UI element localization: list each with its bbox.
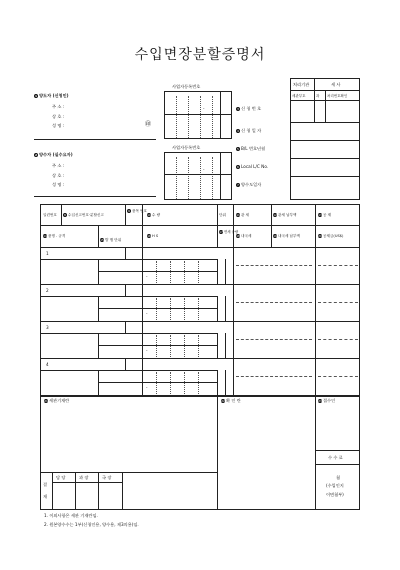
table-line (315, 396, 316, 510)
table-line (125, 247, 126, 259)
col-declaration-no: 8 수입신고번호·분할신고 (64, 213, 104, 217)
hs-divider (198, 335, 199, 357)
table-line (98, 308, 217, 309)
stamp-sub1: (수입인지 (326, 483, 344, 488)
table-line (225, 259, 226, 284)
field-application-no: 3 신 청 번 호 (237, 106, 262, 111)
regno-divider (188, 96, 189, 138)
table-line (290, 158, 360, 159)
table-line (98, 472, 99, 510)
table-line (142, 358, 143, 370)
hs-dash: - (146, 311, 148, 316)
table-line (225, 370, 226, 395)
customs-code-label: 세관부호 (292, 94, 306, 98)
table-line (225, 333, 226, 358)
regno-divider (200, 157, 201, 199)
process-no-label: 처리번호확인 (327, 94, 348, 98)
seller-label: 1 양도자 (신청인) (34, 93, 69, 98)
hs-dash: - (146, 274, 148, 279)
table-line (125, 358, 126, 370)
hs-divider (198, 261, 199, 283)
hs-divider (156, 261, 157, 283)
hs-divider (170, 298, 171, 320)
signer-1: 담 당 (56, 475, 66, 480)
col-serial: 일련번호 (43, 213, 57, 217)
table-line (315, 450, 360, 451)
col-exempt-weight: 17면세 중량 (219, 230, 239, 234)
table-line (75, 472, 76, 510)
buyer-name-label: 성 명 : (52, 182, 65, 187)
table-line (98, 370, 99, 395)
table-line (40, 259, 217, 260)
table-line (98, 333, 99, 358)
approval-label-1: 결 (43, 482, 48, 487)
table-line (142, 333, 143, 358)
signer-2: 과 장 (79, 475, 89, 480)
page-title: 수입면장분할증명서 (134, 47, 266, 63)
regno-divider (176, 157, 177, 199)
table-line (40, 321, 360, 322)
col-item-no: 9 품목 번호 (128, 209, 148, 213)
table-line (142, 321, 143, 333)
tax-dashed-line (236, 376, 312, 377)
stamp-label: 첨 (336, 475, 341, 480)
table-line (40, 284, 360, 285)
table-line (98, 225, 99, 247)
seal-mark: ㊞ (145, 121, 152, 128)
row-number: 3 (46, 325, 49, 330)
table-line (98, 271, 217, 272)
table-line (40, 472, 217, 473)
hs-divider (184, 261, 185, 283)
buyer-address-label: 주 소 : (52, 163, 65, 168)
regno-divider (212, 96, 213, 138)
table-line (98, 345, 217, 346)
tax-dashed-line (236, 265, 312, 266)
col-unit: 단위 (219, 213, 226, 217)
agency-label: 처리기관 (293, 82, 310, 87)
col-description: 14품명 . 규격 (43, 234, 66, 238)
hs-divider (184, 298, 185, 320)
table-line (125, 284, 126, 296)
col-issue-unit: 15발 행 단위 (100, 238, 122, 242)
hs-dash: - (146, 348, 148, 353)
table-line (314, 78, 315, 122)
table-line (52, 482, 122, 483)
hs-divider (198, 372, 199, 394)
tax-dashed-line (236, 339, 312, 340)
regno-dash: - (203, 167, 205, 172)
regno-mid-line (164, 174, 232, 175)
seller-name-label: 성 명 : (52, 123, 65, 128)
table-line (271, 204, 272, 247)
regno-divider (212, 157, 213, 199)
table-line (225, 296, 226, 321)
table-line (217, 296, 218, 321)
table-line (40, 370, 217, 371)
regno-dash: - (203, 106, 205, 111)
table-line (142, 225, 143, 247)
row-number: 1 (46, 251, 49, 256)
table-line (61, 204, 62, 225)
regno-label-bottom: 사업자등록번호 (172, 145, 201, 150)
table-line (142, 370, 143, 395)
table-line (125, 204, 126, 225)
regno-box-top (164, 91, 232, 139)
table-line (142, 296, 143, 321)
signer-3: 국 장 (102, 475, 112, 480)
buyer-underline (34, 196, 156, 197)
table-line (98, 259, 99, 284)
buyer-label: 2 양수자 (실수요자) (34, 152, 73, 157)
table-line (290, 140, 360, 141)
col-internal-tax-paid: 19내국세 납부액 (273, 234, 300, 238)
row-number: 4 (46, 362, 49, 367)
regno-mid-line (164, 114, 232, 115)
table-line (122, 472, 123, 510)
table-line (217, 333, 218, 358)
fee-label: 수 수 료 (328, 455, 343, 460)
seller-company-label: 상 호 : (52, 114, 65, 119)
table-line (98, 382, 217, 383)
tax-label: 세 사 (331, 82, 341, 87)
table-line (142, 284, 143, 296)
table-line (217, 204, 218, 247)
buyer-company-label: 상 호 : (52, 173, 65, 178)
regno-label-top: 사업자등록번호 (172, 84, 201, 89)
col-deduction: 13공 제 (318, 213, 332, 217)
hs-dash: - (146, 385, 148, 390)
regno-divider (220, 91, 221, 139)
col-hs: 16H S (147, 234, 159, 238)
customs-remarks-label: 21세관기재란 (44, 398, 70, 403)
table-line (217, 259, 218, 284)
table-line (98, 296, 99, 321)
stamp-sub2: 이면첨부) (326, 492, 344, 497)
hs-divider (170, 372, 171, 394)
regno-box-bottom (164, 152, 232, 200)
table-line (142, 247, 143, 259)
seller-address-label: 주 소 : (52, 104, 65, 109)
receipt-label: 23접수인 (318, 398, 336, 403)
field-local-lc: 6 Local L/C No. (237, 164, 269, 169)
table-line (125, 321, 126, 333)
regno-divider (176, 96, 177, 138)
regno-divider (200, 96, 201, 138)
approval-label-2: 재 (43, 494, 48, 499)
field-application-date: 4 신 청 일 자 (237, 128, 262, 133)
table-line (325, 90, 326, 122)
col-quantity: 10수 량 (147, 213, 161, 217)
table-line (290, 176, 360, 177)
col-duty-paid: 12관세 납부액 (273, 213, 297, 217)
deduction-dashed-line (318, 265, 358, 266)
deduction-dashed-line (318, 339, 358, 340)
tax-dashed-line (236, 302, 312, 303)
hs-divider (156, 335, 157, 357)
item-table (40, 204, 360, 510)
table-line (40, 296, 217, 297)
field-bl-no: 5 B/L 번호년월 (237, 146, 266, 151)
row-number: 2 (46, 288, 49, 293)
footnote-2: 2. 원본양수수는 1부(신청인용, 양수용, 제3의용)임. (44, 522, 139, 527)
table-line (217, 396, 218, 510)
footnote-1: 1. 이외사항은 세관 기재란임. (44, 513, 98, 518)
hs-divider (184, 335, 185, 357)
table-line (217, 370, 218, 395)
confirmation-label: 22확 인 란 (221, 398, 241, 403)
table-line (290, 122, 360, 123)
deduction-dashed-line (318, 376, 358, 377)
table-line (315, 464, 360, 465)
table-line (40, 333, 217, 334)
table-line (315, 204, 316, 396)
field-transfer-date: 7 양수도일자 (237, 182, 262, 187)
hs-divider (170, 335, 171, 357)
regno-divider (220, 152, 221, 200)
table-line (40, 225, 360, 226)
hs-divider (184, 372, 185, 394)
section-label: 과 (316, 94, 320, 98)
hs-divider (156, 372, 157, 394)
col-deduction-usd: 20공제금(US$) (318, 234, 344, 238)
hs-divider (170, 261, 171, 283)
hs-divider (156, 298, 157, 320)
table-line (142, 204, 143, 225)
hs-divider (198, 298, 199, 320)
table-line (40, 358, 360, 359)
deduction-dashed-line (318, 302, 358, 303)
seller-underline (34, 139, 156, 140)
table-line (40, 396, 360, 397)
table-line (52, 472, 53, 510)
col-duty: 11관 세 (236, 213, 250, 217)
col-internal-tax: 18내국세 (236, 234, 252, 238)
table-line (142, 259, 143, 284)
regno-divider (188, 157, 189, 199)
table-line (40, 247, 360, 248)
